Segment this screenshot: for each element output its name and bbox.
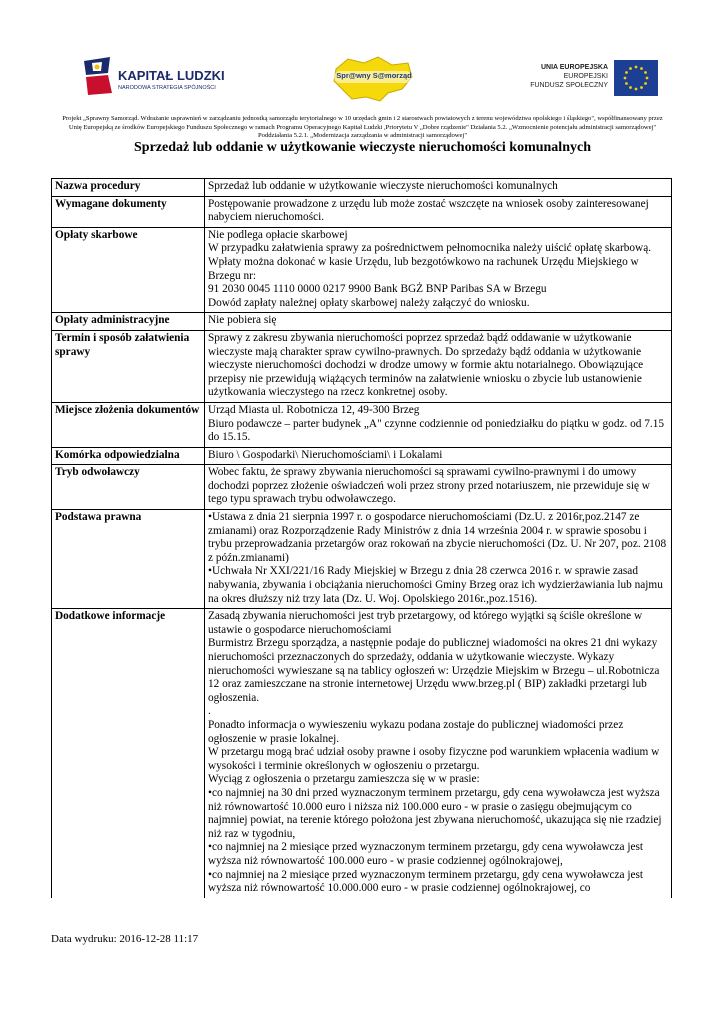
row-label: Podstawa prawna	[52, 510, 205, 609]
row-value-line: •co najmniej na 2 miesiące przed wyznaczonym terminem przetargu, gdy cena wywoławcza jest wyższa niż równowartość 10.000.000 euro - w prasie codziennej ogólnokrajowej, co	[208, 868, 644, 895]
table-row	[52, 465, 672, 510]
kapital-ludzki-subtitle: NARODOWA STRATEGIA SPÓJNOŚCI	[118, 85, 216, 91]
eu-star-icon	[625, 71, 628, 74]
row-value-line: Postępowanie prowadzone z urzędu lub może zostać wszczęte na wniosek osoby zainteresowanej nabyciem nieruchomości.	[208, 197, 649, 224]
row-value-line: 91 2030 0045 1110 0000 0217 9900 Bank BGŻ BNP Paribas SA w Brzegu	[208, 283, 547, 296]
table-row	[52, 510, 672, 609]
row-label: Dodatkowe informacje	[52, 609, 205, 898]
row-value-line: •Uchwała Nr XXI/221/16 Rady Miejskiej w Brzegu z dnia 28 czerwca 2016 r. w sprawie zasad nabywania, zbywania i obciążania nieruchomości Gminy Brzeg oraz ich wydzierżawiania lub najmu na okres dłuższy niż trzy lata (Dz. U. Woj. Opolskiego 2016r.,poz.1516).	[208, 565, 663, 605]
eu-star-icon	[644, 82, 647, 85]
eu-flag-icon	[614, 60, 658, 96]
eu-star-icon	[644, 71, 647, 74]
row-value-line: Wobec faktu, że sprawy zbywania nieruchomości są sprawami cywilno-prawnymi i do umowy dochodzi poprzez złożenie oświadczeń woli przez strony przed notariuszem, nie przewiduje się w tego typu sprawach trybu odwoławczego.	[208, 466, 650, 506]
row-label: Komórka odpowiedzialna	[52, 447, 205, 465]
row-value	[205, 330, 672, 402]
table-row	[52, 196, 672, 227]
eu-star-icon	[624, 77, 627, 80]
eu-star-icon	[640, 86, 643, 89]
eu-star-icon	[635, 66, 638, 69]
ue-line-3: FUNDUSZ SPOŁECZNY	[530, 82, 608, 89]
row-value	[205, 196, 672, 227]
row-value-line: W przetargu mogą brać udział osoby prawne i osoby fizyczne pod warunkiem wpłacenia wadium w wysokości i terminie określonych w ogłoszeniu o przetargu.	[208, 746, 660, 772]
kapital-ludzki-logo	[82, 57, 225, 101]
ue-text	[520, 63, 608, 90]
project-note: Projekt „Sprawny Samorząd. Wdrażanie usprawnień w zarządzaniu jednostką samorządu terytorialnego w 10 urzędach gmin i 2 starostwach powiatowych z terenu województwa opolskiego i śląskiego", współfinansowany przez Unię Europejską ze środków Europejskiego Funduszu Społecznego w ramach Programu Operacyjnego Kapitał Ludzki ,Priorytetu V „Dobre rządzenie" Działania 5.2. „Wzmocnienie potencjału administracji samorządowej" Poddziałania 5.2.1. „Modernizacja zarządzania w administracji samorządowej"	[62, 115, 663, 139]
ue-line-1: UNIA EUROPEJSKA	[540, 64, 608, 71]
table-row	[52, 179, 672, 197]
row-value-line: Dowód zapłaty należnej opłaty skarbowej należy załączyć do wniosku.	[208, 296, 530, 309]
row-label: Nazwa procedury	[52, 179, 205, 197]
row-value-line: Nie pobiera się	[208, 314, 277, 327]
procedure-table	[51, 178, 672, 898]
eu-star-icon	[629, 86, 632, 89]
row-value-line: Burmistrz Brzegu sporządza, a następnie podaje do publicznej wiadomości na okres 21 dni wykazy nieruchomości przeznaczonych do sprzedaży, oddania w użytkowanie wieczyste. Wykazy nieruchomości wywieszane są na tablicy ogłoszeń w: Urzędzie Miejskim w Brzegu – ul.Robotnicza 12 oraz zamieszczane na stronie internetowej Urzędu www.brzeg.pl ( BIP) zakładki przetargi lub ogłoszenia.	[208, 637, 660, 704]
table-row	[52, 609, 672, 898]
print-date: Data wydruku: 2016-12-28 11:17	[51, 933, 199, 945]
page-title: Sprzedaż lub oddanie w użytkowanie wieczyste nieruchomości komunalnych	[134, 140, 591, 155]
row-value-line: •Ustawa z dnia 21 sierpnia 1997 r. o gospodarce nieruchomościami (Dz.U. z 2016r,poz.2147 ze zmianami) oraz Rozporządzenie Rady Ministrów z dnia 14 września 2004 r. w sprawie sposobu i trybu przeprowadzania przetargów oraz rokowań na zbycie nieruchomości (Dz. U. Nr 207, poz. 2108 z późn.zmianami)	[208, 511, 667, 564]
eu-star-icon	[625, 82, 628, 85]
row-value-line: .	[208, 705, 211, 718]
ue-line-2: EUROPEJSKI	[563, 73, 608, 80]
row-value	[205, 510, 672, 609]
row-value-line: Biuro podawcze – parter budynek „A" czynne codziennie od poniedziałku do piątku w godz. od 7.15 do 15.15.	[208, 417, 665, 444]
eu-star-icon	[629, 67, 632, 70]
row-value	[205, 402, 672, 447]
kapital-ludzki-flag-icon	[82, 57, 116, 97]
row-value	[205, 447, 672, 465]
row-value	[205, 227, 672, 313]
eu-star-icon	[635, 88, 638, 91]
row-label: Opłaty skarbowe	[52, 227, 205, 313]
row-value-line: Nie podlega opłacie skarbowej	[208, 228, 348, 241]
row-value-line: Ponadto informacja o wywieszeniu wykazu podana zostaje do publicznej wiadomości przez ogłoszenie w prasie lokalnej.	[208, 718, 624, 745]
table-row	[52, 313, 672, 331]
row-label: Opłaty administracyjne	[52, 313, 205, 331]
row-value	[205, 179, 672, 197]
table-row	[52, 330, 672, 402]
row-value	[205, 609, 672, 898]
table-row	[52, 402, 672, 447]
row-label: Termin i sposób załatwienia sprawy	[52, 330, 205, 402]
row-label: Miejsce złożenia dokumentów	[52, 402, 205, 447]
row-value-line: •co najmniej na 30 dni przed wyznaczonym terminem przetargu, gdy cena wywoławcza jest wyższa niż równowartość 10.000 euro i niższa niż 100.000 euro - w prasie o zasięgu obejmującym co najmniej powiat, na terenie którego położona jest zbywana nieruchomość, ukazująca się nie rzadziej niż raz w tygodniu,	[208, 786, 662, 840]
row-value-line: Wyciąg z ogłoszenia o przetargu zamieszcza się w w prasie:	[208, 773, 480, 786]
eu-star-icon	[646, 77, 649, 80]
row-value	[205, 465, 672, 510]
row-value	[205, 313, 672, 331]
row-value-line: •co najmniej na 2 miesiące przed wyznaczonym terminem przetargu, gdy cena wywoławcza jest wyższa niż równowartość 100.000 euro - w prasie codziennej ogólnokrajowej,	[208, 841, 644, 867]
row-label: Tryb odwoławczy	[52, 465, 205, 510]
sprawny-samorzad-text: Spr@wny S@morząd	[336, 71, 412, 80]
row-label: Wymagane dokumenty	[52, 196, 205, 227]
sprawny-samorzad-logo	[330, 55, 416, 103]
row-value-line: Sprawy z zakresu zbywania nieruchomości poprzez sprzedaż bądź oddawanie w użytkowanie wieczyste mają charakter spraw cywilno-prawnych. Do sprzedaży bądź oddania w użytkowanie wieczyste nieruchomości dochodzi w drodze umowy w formie aktu notarialnego. Obowiązujące przepisy nie przewidują wiążących terminów na załatwienie wniosku o zbycie lub ustanowienie użytkowania wieczystego na rzecz konkretnej osoby.	[208, 331, 644, 399]
row-value-line: Sprzedaż lub oddanie w użytkowanie wieczyste nieruchomości komunalnych	[208, 180, 558, 192]
kapital-ludzki-name: KAPITAŁ LUDZKI	[118, 68, 225, 83]
row-value-line: Urząd Miasta ul. Robotnicza 12, 49-300 Brzeg	[208, 403, 420, 416]
row-value-line: Biuro \ Gospodarki\ Nieruchomościami\ i Lokalami	[208, 448, 443, 461]
eu-star-icon	[640, 67, 643, 70]
row-value-line: Zasadą zbywania nieruchomości jest tryb przetargowy, od którego wyjątki są ściśle określone w ustawie o gospodarce nieruchomościami	[208, 610, 643, 636]
row-value-line: W przypadku załatwienia sprawy za pośrednictwem pełnomocnika należy uiścić opłatę skarbową. Wpłaty można dokonać w kasie Urzędu, lub bezgotówkowo na rachunek Urzędu Miejskiego w Brzegu nr:	[208, 242, 652, 282]
header-logos	[0, 55, 725, 115]
table-row	[52, 447, 672, 465]
table-row	[52, 227, 672, 313]
